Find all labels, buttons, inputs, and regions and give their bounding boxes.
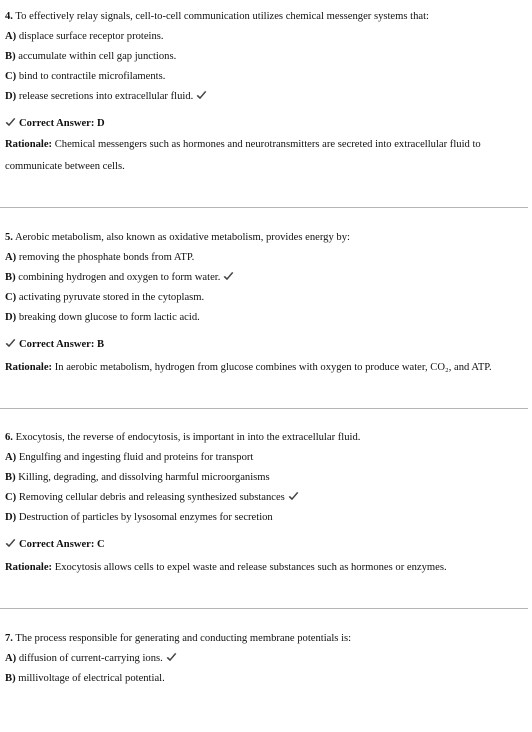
option-letter: C)	[5, 492, 17, 503]
option-c	[5, 70, 528, 84]
option-letter: A)	[5, 31, 17, 42]
option-text: diffusion of current-carrying ions.	[18, 653, 163, 664]
option-letter: A)	[5, 653, 17, 664]
option-letter: D)	[5, 512, 17, 523]
checkmark-icon	[196, 90, 207, 100]
rationale-text: Exocytosis allows cells to expel waste and release substances such as hormones or enzymes.	[54, 562, 447, 573]
question-4	[5, 10, 528, 178]
option-b	[5, 271, 528, 285]
question-7	[5, 632, 528, 686]
rationale-text: Chemical messengers such as hormones and neurotransmitters are secreted into extracellular fluid to communicate between cells.	[5, 139, 481, 172]
question-5	[5, 231, 528, 375]
checkmark-icon	[223, 271, 234, 281]
option-b	[5, 50, 528, 64]
option-text: displace surface receptor proteins.	[18, 31, 164, 42]
option-text: millivoltage of electrical potential.	[18, 673, 165, 684]
rationale-label: Rationale:	[5, 562, 53, 573]
option-c	[5, 491, 528, 505]
question-6	[5, 431, 528, 575]
option-letter: D)	[5, 91, 17, 102]
rationale-label: Rationale:	[5, 362, 53, 373]
option-d	[5, 90, 528, 104]
option-text: activating pyruvate stored in the cytoplasm.	[18, 292, 205, 303]
option-d	[5, 311, 528, 325]
option-a	[5, 451, 528, 465]
option-text: Killing, degrading, and dissolving harmful microorganisms	[18, 472, 270, 483]
option-b	[5, 672, 528, 686]
option-a	[5, 652, 528, 666]
correct-answer	[5, 338, 528, 352]
option-letter: D)	[5, 312, 17, 323]
checkmark-icon	[288, 491, 299, 501]
checkmark-icon	[166, 652, 177, 662]
correct-answer-label: Correct Answer: C	[19, 539, 105, 550]
checkmark-icon	[5, 117, 16, 127]
option-letter: C)	[5, 292, 17, 303]
option-d	[5, 511, 528, 525]
option-letter: B)	[5, 51, 16, 62]
section-divider	[0, 207, 528, 208]
correct-answer	[5, 117, 528, 131]
option-text: Removing cellular debris and releasing synthesized substances	[18, 492, 285, 503]
question-stem	[5, 632, 528, 646]
option-a	[5, 251, 528, 265]
option-text: release secretions into extracellular fluid.	[18, 91, 194, 102]
option-a	[5, 30, 528, 44]
option-text: Destruction of particles by lysosomal enzymes for secretion	[18, 512, 273, 523]
checkmark-icon	[5, 538, 16, 548]
section-divider	[0, 408, 528, 409]
option-text: Engulfing and ingesting fluid and proteins for transport	[18, 452, 254, 463]
rationale	[5, 361, 528, 375]
question-stem	[5, 231, 528, 245]
question-number: 5.	[5, 232, 13, 243]
question-text: The process responsible for generating and conducting membrane potentials is:	[15, 633, 352, 644]
option-letter: A)	[5, 452, 17, 463]
option-letter: B)	[5, 472, 16, 483]
rationale	[5, 561, 528, 575]
option-text: combining hydrogen and oxygen to form water.	[18, 272, 221, 283]
section-divider	[0, 608, 528, 609]
question-number: 7.	[5, 633, 13, 644]
option-c	[5, 291, 528, 305]
option-letter: A)	[5, 252, 17, 263]
question-text: Exocytosis, the reverse of endocytosis, is important in into the extracellular fluid.	[15, 432, 361, 443]
correct-answer-label: Correct Answer: D	[19, 118, 105, 129]
correct-answer-label: Correct Answer: B	[19, 339, 105, 350]
question-stem	[5, 10, 528, 24]
option-letter: B)	[5, 272, 16, 283]
option-text: accumulate within cell gap junctions.	[18, 51, 177, 62]
rationale	[5, 134, 517, 178]
option-letter: B)	[5, 673, 16, 684]
question-number: 4.	[5, 11, 13, 22]
option-text: removing the phosphate bonds from ATP.	[18, 252, 195, 263]
option-b	[5, 471, 528, 485]
question-number: 6.	[5, 432, 13, 443]
question-text: Aerobic metabolism, also known as oxidative metabolism, provides energy by:	[15, 232, 350, 243]
correct-answer	[5, 538, 528, 552]
question-stem	[5, 431, 528, 445]
rationale-label: Rationale:	[5, 139, 53, 150]
checkmark-icon	[5, 338, 16, 348]
option-text: breaking down glucose to form lactic acid.	[18, 312, 200, 323]
question-text: To effectively relay signals, cell-to-cell communication utilizes chemical messenger systems that:	[15, 11, 429, 22]
rationale-text: In aerobic metabolism, hydrogen from glucose combines with oxygen to produce water, CO₂, and ATP.	[54, 362, 492, 373]
option-letter: C)	[5, 71, 17, 82]
option-text: bind to contractile microfilaments.	[18, 71, 166, 82]
